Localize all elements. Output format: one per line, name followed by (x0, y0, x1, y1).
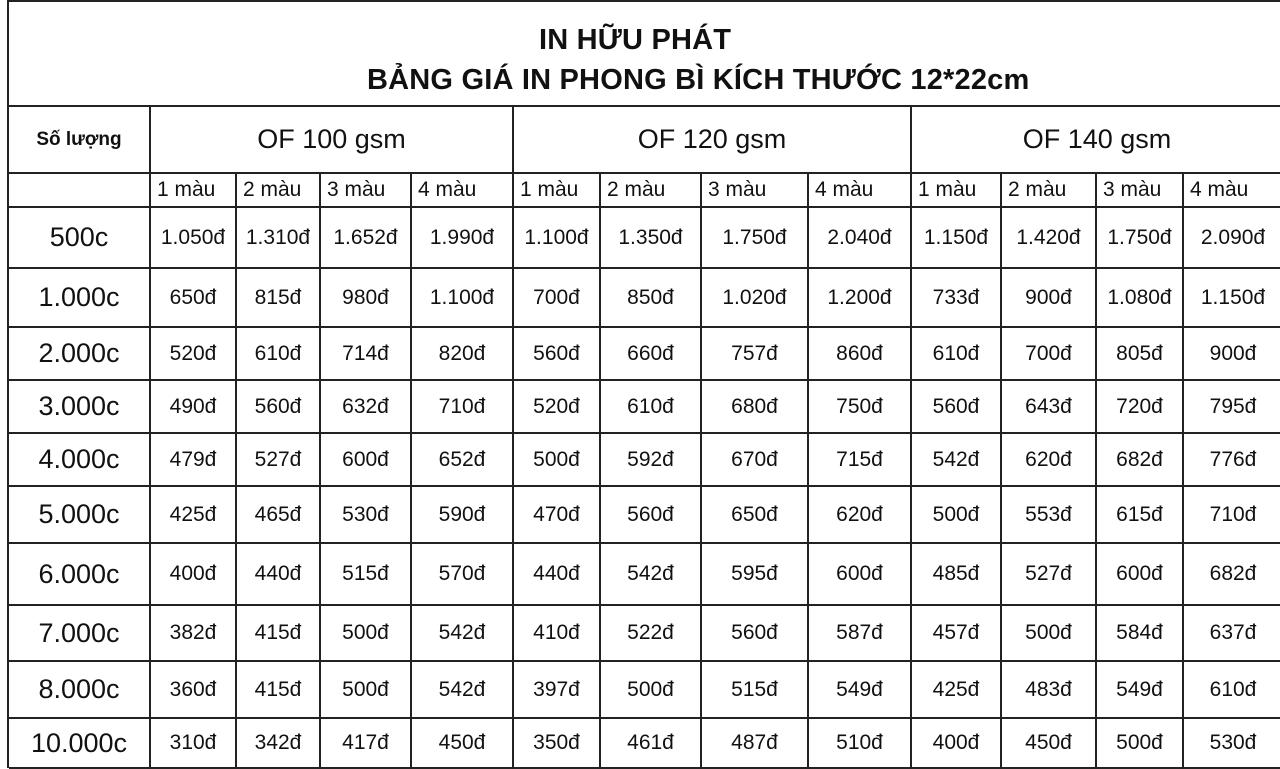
price-cell: 652đ (411, 433, 513, 486)
price-cell: 1.652đ (320, 207, 411, 268)
price-cell: 757đ (701, 327, 808, 380)
price-cell: 397đ (513, 661, 600, 718)
price-cell: 553đ (1001, 486, 1096, 543)
price-cell: 720đ (1096, 380, 1183, 433)
price-cell: 382đ (150, 605, 236, 661)
quantity-cell: 8.000c (9, 661, 150, 718)
price-cell: 527đ (1001, 543, 1096, 605)
table-row (9, 661, 1280, 718)
price-cell: 643đ (1001, 380, 1096, 433)
price-cell: 650đ (150, 268, 236, 327)
quantity-header-blank (9, 173, 150, 207)
price-cell: 1.150đ (911, 207, 1001, 268)
color-header: 3 màu (320, 173, 411, 207)
price-cell: 500đ (600, 661, 701, 718)
price-cell: 610đ (1183, 661, 1280, 718)
company-name: IN HỮU PHÁT (539, 24, 732, 56)
quantity-cell: 4.000c (9, 433, 150, 486)
price-cell: 465đ (236, 486, 320, 543)
price-cell: 820đ (411, 327, 513, 380)
price-cell: 682đ (1183, 543, 1280, 605)
price-cell: 530đ (1183, 718, 1280, 768)
color-header: 2 màu (600, 173, 701, 207)
price-cell: 310đ (150, 718, 236, 768)
table-row (9, 486, 1280, 543)
group-header-row (9, 107, 1280, 173)
price-cell: 479đ (150, 433, 236, 486)
price-cell: 1.150đ (1183, 268, 1280, 327)
price-cell: 610đ (600, 380, 701, 433)
color-header: 2 màu (1001, 173, 1096, 207)
color-header: 1 màu (150, 173, 236, 207)
price-cell: 710đ (411, 380, 513, 433)
quantity-cell: 7.000c (9, 605, 150, 661)
color-header-row (9, 173, 1280, 207)
price-cell: 850đ (600, 268, 701, 327)
price-cell: 360đ (150, 661, 236, 718)
price-cell: 400đ (911, 718, 1001, 768)
price-cell: 560đ (600, 486, 701, 543)
price-cell: 487đ (701, 718, 808, 768)
price-cell: 342đ (236, 718, 320, 768)
price-cell: 584đ (1096, 605, 1183, 661)
price-cell: 592đ (600, 433, 701, 486)
price-cell: 1.100đ (513, 207, 600, 268)
price-cell: 570đ (411, 543, 513, 605)
price-cell: 410đ (513, 605, 600, 661)
title-block (9, 2, 1280, 107)
price-cell: 542đ (411, 661, 513, 718)
price-cell: 510đ (808, 718, 911, 768)
price-cell: 805đ (1096, 327, 1183, 380)
quantity-cell: 2.000c (9, 327, 150, 380)
price-cell: 620đ (808, 486, 911, 543)
color-header: 3 màu (1096, 173, 1183, 207)
quantity-cell: 6.000c (9, 543, 150, 605)
price-cell: 650đ (701, 486, 808, 543)
price-cell: 1.050đ (150, 207, 236, 268)
price-cell: 900đ (1001, 268, 1096, 327)
price-cell: 815đ (236, 268, 320, 327)
price-cell: 680đ (701, 380, 808, 433)
price-cell: 980đ (320, 268, 411, 327)
price-cell: 515đ (320, 543, 411, 605)
price-cell: 600đ (320, 433, 411, 486)
price-cell: 1.420đ (1001, 207, 1096, 268)
price-cell: 457đ (911, 605, 1001, 661)
color-header: 3 màu (701, 173, 808, 207)
price-cell: 450đ (1001, 718, 1096, 768)
price-cell: 610đ (236, 327, 320, 380)
price-cell: 1.080đ (1096, 268, 1183, 327)
price-cell: 500đ (911, 486, 1001, 543)
price-cell: 776đ (1183, 433, 1280, 486)
price-cell: 425đ (911, 661, 1001, 718)
color-header: 1 màu (513, 173, 600, 207)
price-cell: 549đ (808, 661, 911, 718)
quantity-header: Số lượng (9, 107, 150, 173)
price-cell: 795đ (1183, 380, 1280, 433)
price-cell: 590đ (411, 486, 513, 543)
price-cell: 1.750đ (1096, 207, 1183, 268)
price-cell: 440đ (513, 543, 600, 605)
price-cell: 500đ (513, 433, 600, 486)
price-cell: 500đ (320, 661, 411, 718)
table-row (9, 327, 1280, 380)
price-cell: 610đ (911, 327, 1001, 380)
price-cell: 750đ (808, 380, 911, 433)
price-cell: 1.020đ (701, 268, 808, 327)
price-cell: 632đ (320, 380, 411, 433)
price-cell: 637đ (1183, 605, 1280, 661)
price-cell: 542đ (600, 543, 701, 605)
price-cell: 660đ (600, 327, 701, 380)
table-row (9, 433, 1280, 486)
price-cell: 527đ (236, 433, 320, 486)
price-cell: 733đ (911, 268, 1001, 327)
price-cell: 1.310đ (236, 207, 320, 268)
price-cell: 350đ (513, 718, 600, 768)
sheet-title: BẢNG GIÁ IN PHONG BÌ KÍCH THƯỚC 12*22cm (367, 64, 1030, 96)
price-cell: 700đ (1001, 327, 1096, 380)
price-cell: 450đ (411, 718, 513, 768)
price-sheet (7, 0, 1280, 768)
price-cell: 400đ (150, 543, 236, 605)
price-cell: 500đ (320, 605, 411, 661)
color-header: 2 màu (236, 173, 320, 207)
quantity-cell: 500c (9, 207, 150, 268)
group-header-of120: OF 120 gsm (513, 107, 911, 173)
price-cell: 700đ (513, 268, 600, 327)
price-cell: 710đ (1183, 486, 1280, 543)
price-cell: 2.040đ (808, 207, 911, 268)
table-row (9, 543, 1280, 605)
price-cell: 1.100đ (411, 268, 513, 327)
price-cell: 615đ (1096, 486, 1183, 543)
quantity-cell: 10.000c (9, 718, 150, 768)
table-row (9, 718, 1280, 768)
group-header-of140: OF 140 gsm (911, 107, 1280, 173)
price-cell: 670đ (701, 433, 808, 486)
price-cell: 549đ (1096, 661, 1183, 718)
table-row (9, 207, 1280, 268)
price-cell: 560đ (911, 380, 1001, 433)
price-cell: 620đ (1001, 433, 1096, 486)
price-cell: 714đ (320, 327, 411, 380)
price-cell: 600đ (1096, 543, 1183, 605)
price-cell: 587đ (808, 605, 911, 661)
quantity-cell: 3.000c (9, 380, 150, 433)
price-cell: 600đ (808, 543, 911, 605)
price-cell: 500đ (1001, 605, 1096, 661)
price-cell: 417đ (320, 718, 411, 768)
price-cell: 500đ (1096, 718, 1183, 768)
price-cell: 1.990đ (411, 207, 513, 268)
price-cell: 1.750đ (701, 207, 808, 268)
price-cell: 470đ (513, 486, 600, 543)
color-header: 4 màu (411, 173, 513, 207)
table-row (9, 605, 1280, 661)
price-cell: 425đ (150, 486, 236, 543)
price-cell: 440đ (236, 543, 320, 605)
price-cell: 595đ (701, 543, 808, 605)
price-cell: 900đ (1183, 327, 1280, 380)
price-cell: 2.090đ (1183, 207, 1280, 268)
quantity-cell: 1.000c (9, 268, 150, 327)
price-cell: 415đ (236, 661, 320, 718)
price-cell: 560đ (236, 380, 320, 433)
price-cell: 522đ (600, 605, 701, 661)
price-cell: 1.350đ (600, 207, 701, 268)
color-header: 4 màu (1183, 173, 1280, 207)
price-cell: 530đ (320, 486, 411, 543)
price-table (9, 107, 1280, 769)
price-cell: 560đ (513, 327, 600, 380)
price-cell: 682đ (1096, 433, 1183, 486)
price-cell: 1.200đ (808, 268, 911, 327)
table-row (9, 380, 1280, 433)
color-header: 4 màu (808, 173, 911, 207)
price-cell: 560đ (701, 605, 808, 661)
table-row (9, 268, 1280, 327)
price-cell: 520đ (150, 327, 236, 380)
price-cell: 483đ (1001, 661, 1096, 718)
quantity-cell: 5.000c (9, 486, 150, 543)
price-cell: 860đ (808, 327, 911, 380)
price-cell: 485đ (911, 543, 1001, 605)
price-cell: 715đ (808, 433, 911, 486)
price-cell: 542đ (411, 605, 513, 661)
price-cell: 515đ (701, 661, 808, 718)
price-cell: 461đ (600, 718, 701, 768)
price-cell: 490đ (150, 380, 236, 433)
color-header: 1 màu (911, 173, 1001, 207)
price-cell: 415đ (236, 605, 320, 661)
price-cell: 542đ (911, 433, 1001, 486)
price-cell: 520đ (513, 380, 600, 433)
group-header-of100: OF 100 gsm (150, 107, 513, 173)
